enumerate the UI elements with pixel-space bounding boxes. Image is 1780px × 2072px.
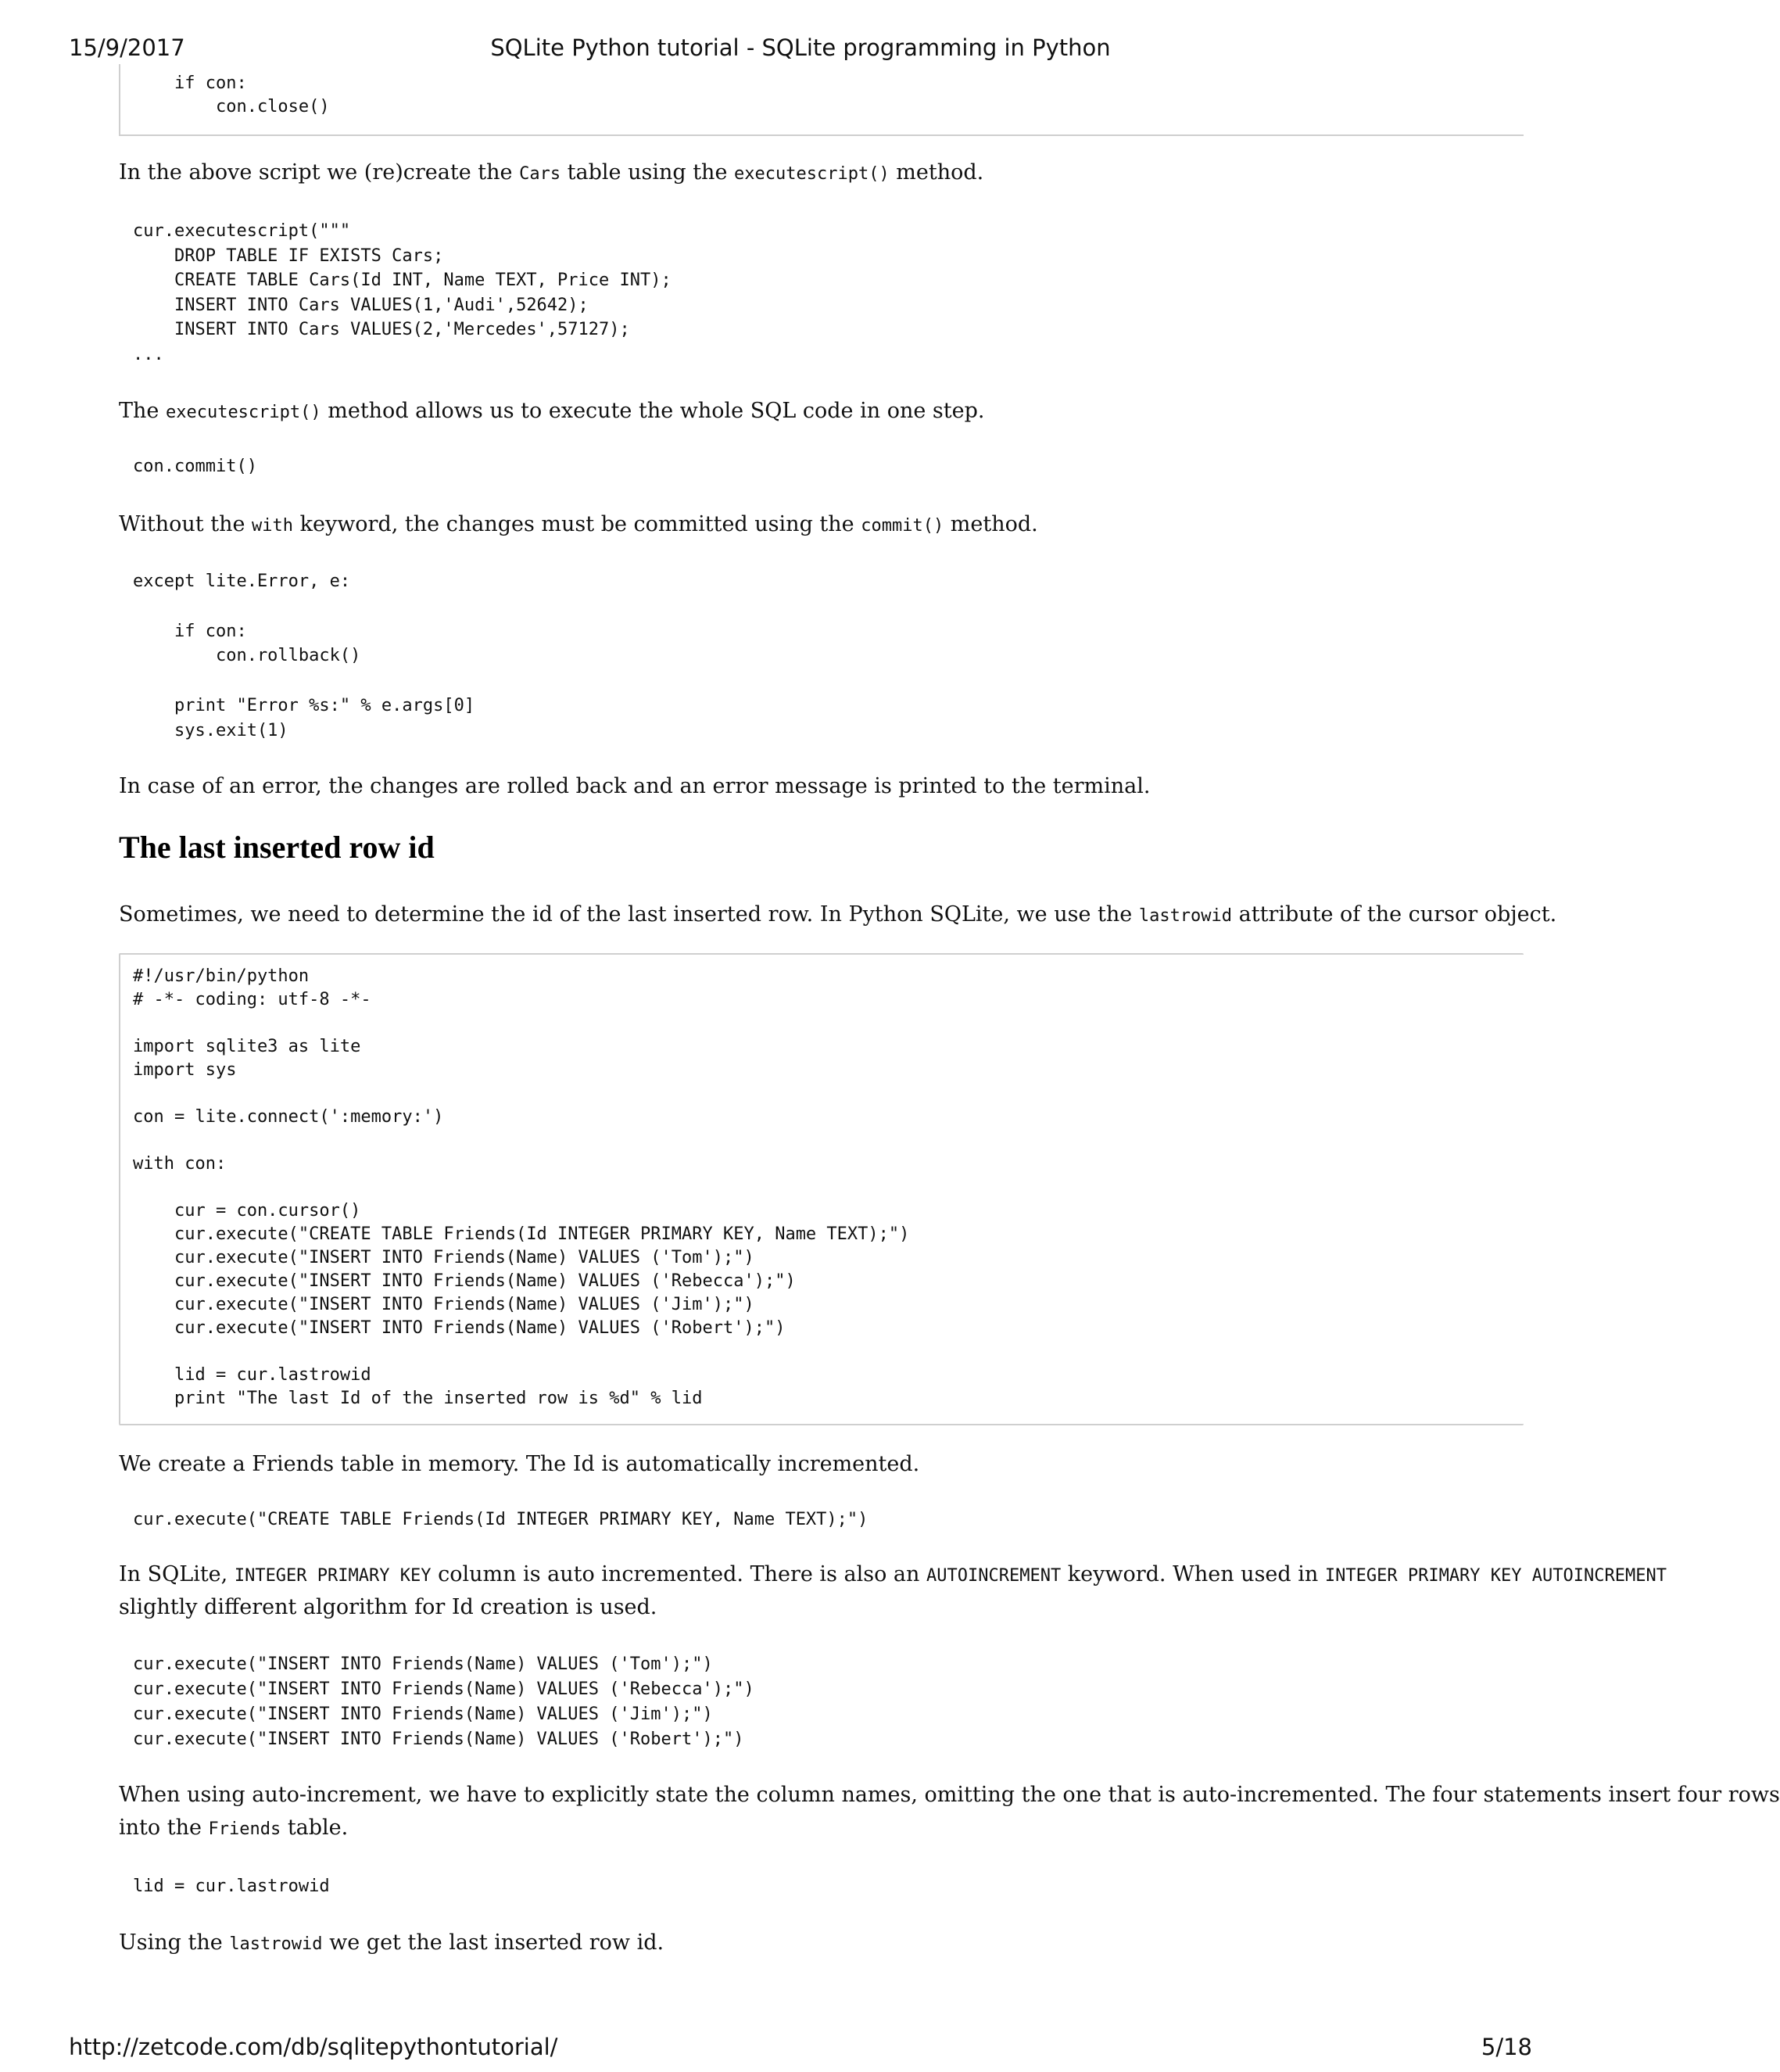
paragraph-commit-desc xyxy=(119,508,1526,543)
paragraph-autoincrement xyxy=(119,1558,1667,1593)
code-block-close: if con: con.close() xyxy=(174,73,330,117)
footer-url: http://zetcode.com/db/sqlitepythontutorial/ xyxy=(69,2034,558,2060)
section-heading: The last inserted row id xyxy=(119,830,435,865)
footer-page-number: 5/18 xyxy=(1481,2034,1532,2060)
text: The xyxy=(119,399,166,423)
inline-code: executescript() xyxy=(165,403,321,422)
text: keyword, the changes must be committed using the xyxy=(293,512,861,536)
paragraph-autoincrement-line2: slightly different algorithm for Id creation is used. xyxy=(119,1595,657,1619)
code-block-executescript: cur.executescript(""" DROP TABLE IF EXISTS Cars; CREATE TABLE Cars(Id INT, Name TEXT, Price INT); INSERT INTO Cars VALUES(1,'Audi',52642); INSERT INTO Cars VALUES(2,'Mercedes',57127); ... xyxy=(133,221,672,364)
text: into the xyxy=(119,1816,209,1840)
code-block-create: cur.execute("CREATE TABLE Friends(Id INTEGER PRIMARY KEY, Name TEXT);") xyxy=(133,1510,869,1529)
inline-code: AUTOINCREMENT xyxy=(926,1566,1062,1586)
code-block-except: except lite.Error, e: if con: con.rollback() print "Error %s:" % e.args[0] sys.exit(1) xyxy=(133,572,475,740)
code-block-inserts: cur.execute("INSERT INTO Friends(Name) VALUES ('Tom');") cur.execute("INSERT INTO Friends(Name) VALUES ('Rebecca');") cur.execute("INSERT INTO Friends(Name) VALUES ('Jim');") cur.execute("INSERT INTO Friends(Name) VALUES ('Robert');") xyxy=(133,1654,754,1749)
inline-code: with xyxy=(252,516,294,536)
text: In the above script we (re)create the xyxy=(119,160,520,185)
inline-code: INTEGER PRIMARY KEY xyxy=(234,1566,432,1586)
inline-code: Friends xyxy=(208,1819,281,1839)
code-block-commit: con.commit() xyxy=(133,457,257,476)
paragraph-column-names-line2 xyxy=(119,1812,1526,1846)
text: table. xyxy=(281,1816,349,1840)
paragraph-friends-desc: We create a Friends table in memory. The Id is automatically incremented. xyxy=(119,1452,920,1476)
inline-code: INTEGER PRIMARY KEY AUTOINCREMENT xyxy=(1324,1566,1667,1586)
text: we get the last inserted row id. xyxy=(322,1930,664,1955)
inline-code: lastrowid xyxy=(1138,906,1233,926)
paragraph-executescript-desc xyxy=(119,395,1526,429)
header-date: 15/9/2017 xyxy=(69,34,185,61)
inline-code: Cars xyxy=(519,164,561,184)
paragraph-lastrowid-intro xyxy=(119,898,1557,933)
code-block-lid: lid = cur.lastrowid xyxy=(133,1877,330,1896)
text: column is auto incremented. There is also an xyxy=(431,1562,926,1586)
code-block-lastrow: #!/usr/bin/python # -*- coding: utf-8 -*- import sqlite3 as lite import sys con = lite.connect(':memory:') with con: cur = con.cursor() cur.execute("CREATE TABLE Friends(Id INTEGER PRIMARY KEY, Name TEXT);") cur.execute("INSERT INTO Friends(Name) VALUES ('Tom');") cur.execute("INSERT INTO Friends(Name) VALUES ('Rebecca');") cur.execute("INSERT INTO Friends(Name) VALUES ('Jim');") cur.execute("INSERT INTO Friends(Name) VALUES ('Robert');") lid = cur.lastrowid print "The last Id of the inserted row is %d" % lid xyxy=(133,966,910,1408)
inline-code: commit() xyxy=(861,516,944,536)
header-title: SQLite Python tutorial - SQLite programming in Python xyxy=(490,34,1111,61)
text: attribute of the cursor object. xyxy=(1232,902,1557,927)
text: Without the xyxy=(119,512,252,536)
inline-code: executescript() xyxy=(734,164,890,184)
text: method. xyxy=(889,160,984,185)
inline-code: lastrowid xyxy=(229,1934,323,1954)
text: keyword. When used in xyxy=(1061,1562,1325,1586)
text: In SQLite, xyxy=(119,1562,235,1586)
paragraph-error-desc: In case of an error, the changes are rolled back and an error message is printed to the terminal. xyxy=(119,774,1151,798)
text: Using the xyxy=(119,1930,230,1955)
text: method. xyxy=(944,512,1038,536)
paragraph-column-names: When using auto-increment, we have to explicitly state the column names, omitting the one that is auto-incremented. The four statements insert four rows xyxy=(119,1783,1780,1807)
text: table using the xyxy=(561,160,735,185)
paragraph-executescript-intro xyxy=(119,156,1526,191)
text: method allows us to execute the whole SQL code in one step. xyxy=(321,399,985,423)
text: Sometimes, we need to determine the id of the last inserted row. In Python SQLite, we use the xyxy=(119,902,1139,927)
paragraph-lastrowid-usage xyxy=(119,1927,1526,1961)
